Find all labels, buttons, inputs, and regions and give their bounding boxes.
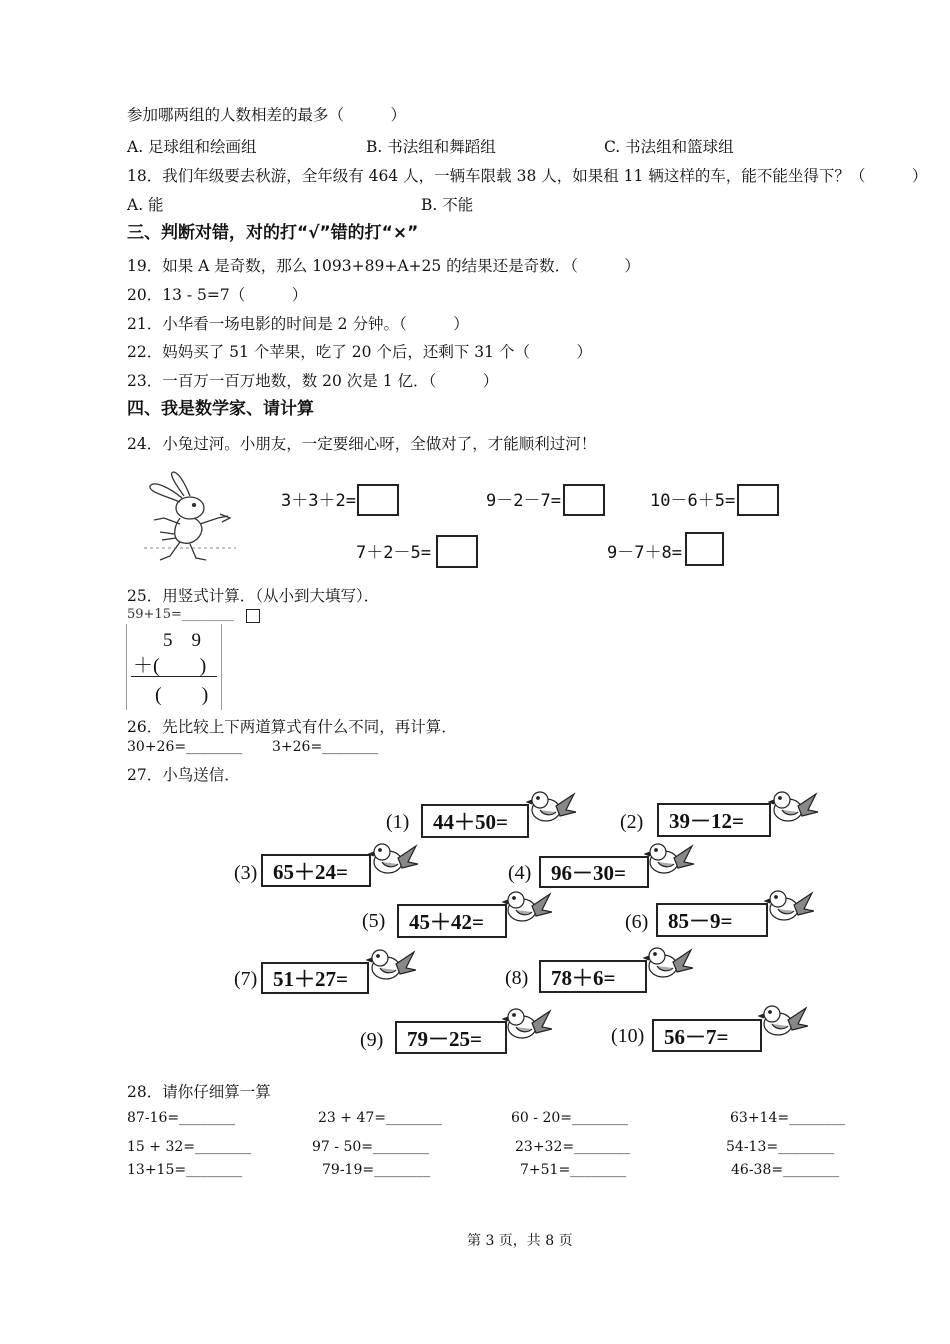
bird-icon (764, 885, 814, 929)
card-3: 65＋24= (261, 854, 371, 887)
q24-expr-4: 7＋2－5= (356, 543, 431, 563)
vertical-plus-row: ＋( ) (133, 655, 207, 677)
question-18-stem: 18．我们年级要去秋游，全年级有 464 人，一辆车限载 38 人，如果租 11 辆这样的车，能不能坐得下？（ ） (127, 167, 928, 185)
answer-box-1[interactable] (357, 484, 399, 516)
card-4: 96－30= (539, 856, 649, 888)
section-3-title: 三、判断对错，对的打“√”错的打“×” (127, 223, 419, 243)
calc-item: 23 + 47=________ (318, 1110, 442, 1126)
card-2: 39－12= (657, 803, 771, 837)
card-10: 56－7= (652, 1019, 762, 1052)
vertical-top-digits: 5 9 (163, 630, 202, 651)
calc-item: 46-38=________ (731, 1162, 840, 1178)
option-b: B. 书法组和舞蹈组 (366, 138, 496, 156)
bird-icon (368, 838, 418, 882)
question-18-option-b: B. 不能 (421, 196, 474, 214)
vertical-calculation (126, 624, 222, 710)
calc-item: 79-19=________ (322, 1162, 431, 1178)
card-7: 51＋27= (261, 962, 369, 994)
bird-icon (768, 786, 818, 830)
answer-box-5[interactable] (685, 532, 724, 566)
vertical-result-row: ( ) (155, 684, 209, 706)
bird-icon (502, 886, 552, 930)
bird-icon (502, 1003, 552, 1047)
option-c: C. 书法组和篮球组 (604, 138, 734, 156)
question-18-option-a: A. 能 (127, 196, 164, 214)
q24-expr-5: 9－7＋8= (607, 543, 682, 563)
card-10-number: (10) (611, 1025, 645, 1047)
calc-item: 97 - 50=________ (312, 1139, 429, 1155)
question-stem: 参加哪两组的人数相差的最多（ ） (127, 106, 407, 124)
bird-icon (526, 786, 576, 830)
answer-box-2[interactable] (563, 484, 605, 516)
question-26-stem: 26．先比较上下两道算式有什么不同，再计算． (127, 718, 457, 736)
card-9: 79－25= (395, 1021, 507, 1054)
card-5: 45＋42= (397, 904, 507, 938)
card-6-number: (6) (625, 911, 649, 933)
page-footer: 第 3 页，共 8 页 (467, 1233, 573, 1249)
card-8-number: (8) (505, 967, 529, 989)
section-4-title: 四、我是数学家、请计算 (127, 399, 314, 419)
q24-expr-3: 10－6＋5= (650, 491, 736, 511)
calc-item: 23+32=________ (515, 1139, 631, 1155)
q24-expr-1: 3＋3＋2= (281, 491, 356, 511)
calc-item: 54-13=________ (726, 1139, 835, 1155)
question-27-stem: 27．小鸟送信． (127, 766, 240, 784)
bird-icon (643, 942, 693, 986)
question-23: 23．一百万一百万地数，数 20 次是 1 亿．（ ） (127, 372, 499, 390)
question-28-stem: 28．请你仔细算一算 (127, 1083, 271, 1101)
q24-expr-2: 9－2－7= (486, 491, 561, 511)
calc-item: 63+14=________ (730, 1110, 846, 1126)
question-26-item-1: 30+26=________ (127, 739, 243, 755)
option-a: A. 足球组和绘画组 (127, 138, 257, 156)
question-24-stem: 24．小兔过河。小朋友，一定要细心呀，全做对了，才能顺利过河！ (127, 435, 597, 453)
calc-item: 60 - 20=________ (511, 1110, 628, 1126)
answer-box-3[interactable] (737, 484, 779, 516)
card-5-number: (5) (362, 910, 386, 932)
card-4-number: (4) (508, 862, 532, 884)
card-8: 78＋6= (539, 960, 647, 993)
card-6: 85－9= (656, 903, 768, 937)
question-22: 22．妈妈买了 51 个苹果，吃了 20 个后，还剩下 31 个（ ） (127, 343, 592, 361)
calc-item: 13+15=________ (127, 1162, 243, 1178)
answer-box-small[interactable] (246, 609, 260, 623)
card-9-number: (9) (360, 1029, 384, 1051)
card-2-number: (2) (620, 811, 644, 833)
bird-icon (366, 944, 416, 988)
bird-icon (644, 838, 694, 882)
rabbit-illustration (140, 468, 240, 564)
bird-icon (758, 1000, 808, 1044)
question-20: 20．13 - 5=7（ ） (127, 286, 308, 304)
card-3-number: (3) (234, 862, 258, 884)
card-7-number: (7) (234, 968, 258, 990)
question-25-expr: 59+15=________ (127, 607, 234, 622)
question-21: 21．小华看一场电影的时间是 2 分钟。（ ） (127, 315, 469, 333)
card-1-number: (1) (386, 811, 410, 833)
question-19: 19．如果 A 是奇数，那么 1093+89+A+25 的结果还是奇数．（ ） (127, 257, 640, 275)
question-26-item-2: 3+26=________ (272, 739, 379, 755)
question-25-stem: 25．用竖式计算．（从小到大填写）． (127, 587, 380, 605)
answer-box-4[interactable] (436, 535, 478, 568)
calc-item: 15 + 32=________ (127, 1139, 251, 1155)
calc-item: 7+51=________ (520, 1162, 627, 1178)
vertical-sum-line (131, 676, 217, 677)
calc-item: 87-16=________ (127, 1110, 236, 1126)
card-1: 44＋50= (421, 804, 529, 838)
